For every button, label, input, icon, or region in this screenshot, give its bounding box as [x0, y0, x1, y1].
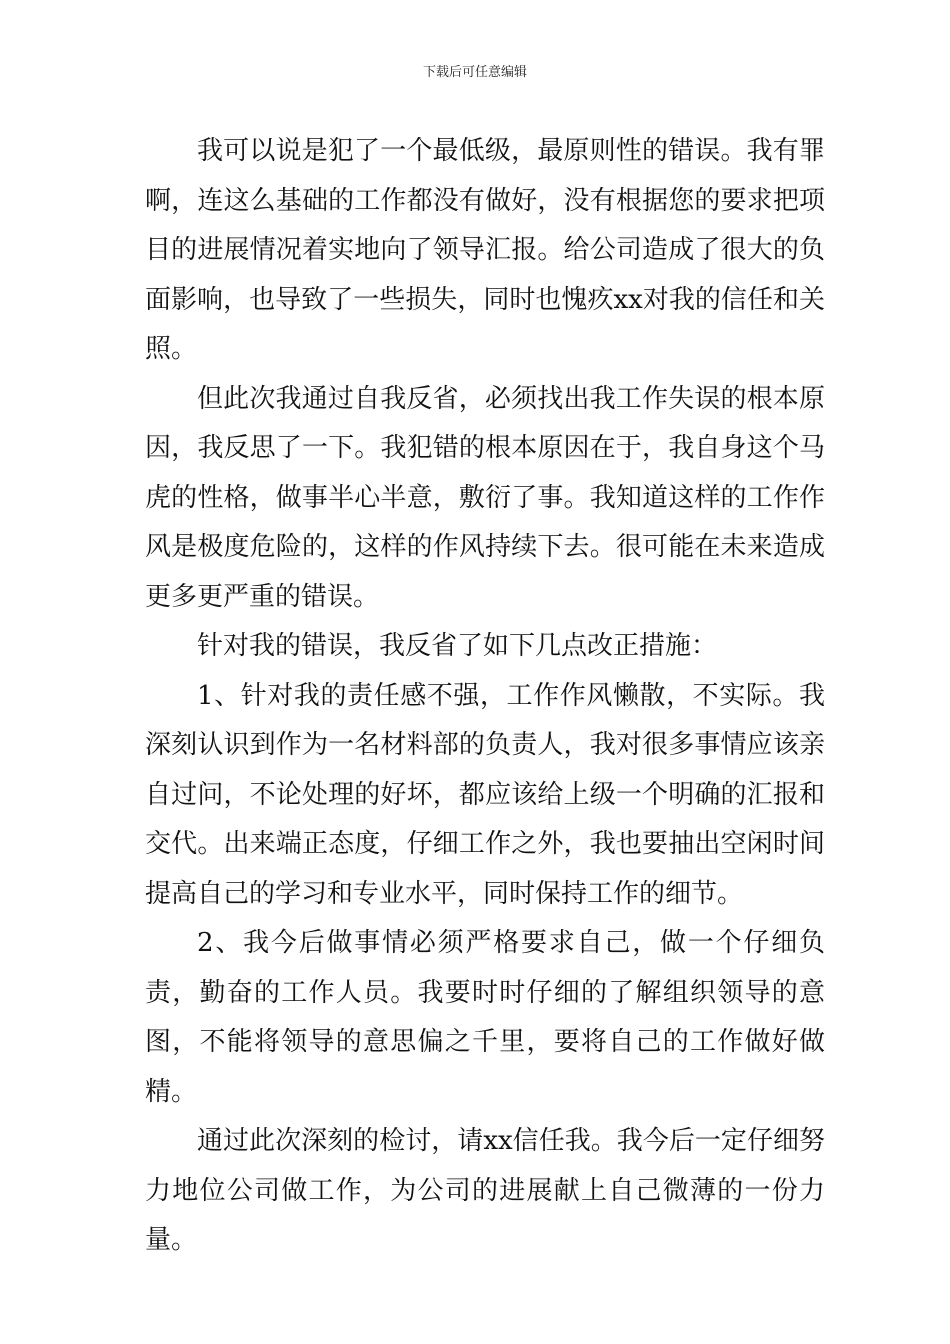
paragraph-4: 1、针对我的责任感不强，工作作风懒散，不实际。我深刻认识到作为一名材料部的负责人，我对很多事情应该亲自过问，不论处理的好坏，都应该给上级一个明确的汇报和交代。出来端正态度，仔细工作之外，我也要抽出空闲时间提高自己的学习和专业水平，同时保持工作的细节。: [145, 680, 825, 909]
document-body: [145, 127, 825, 1266]
paragraph-6: 通过此次深刻的检讨，请xx信任我。我今后一定仔细努力地位公司做工作，为公司的进展献上自己微薄的一份力量。: [145, 1126, 825, 1255]
page-header: 下载后可任意编辑: [422, 65, 527, 80]
paragraph-5: 2、我今后做事情必须严格要求自己，做一个仔细负责，勤奋的工作人员。我要时时仔细的了解组织领导的意图，不能将领导的意思偏之千里，要将自己的工作做好做精。: [145, 928, 825, 1107]
paragraph-3: 针对我的错误，我反省了如下几点改正措施：: [197, 631, 718, 661]
paragraph-2: 但此次我通过自我反省，必须找出我工作失误的根本原因，我反思了一下。我犯错的根本原因在于，我自身这个马虎的性格，做事半心半意，敷衍了事。我知道这样的工作作风是极度危险的，这样的作风持续下去。很可能在未来造成更多更严重的错误。: [145, 383, 825, 612]
paragraph-1: 我可以说是犯了一个最低级，最原则性的错误。我有罪啊，连这么基础的工作都没有做好，没有根据您的要求把项目的进展情况着实地向了领导汇报。给公司造成了很大的负面影响，也导致了一些损失，同时也愧疚xx对我的信任和关照。: [145, 136, 825, 364]
